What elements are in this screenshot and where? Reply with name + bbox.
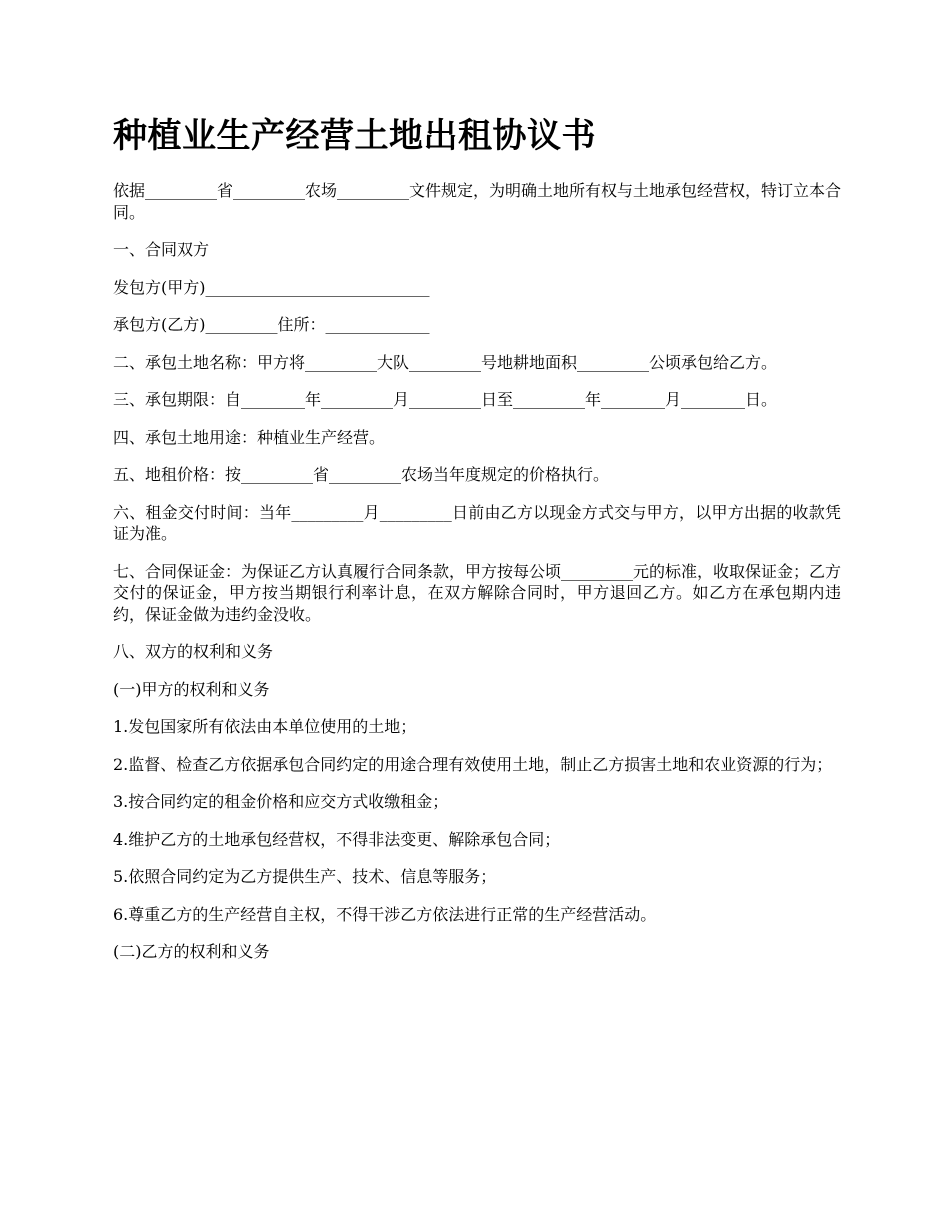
clause-payment-time: 六、租金交付时间：当年_________月_________日前由乙方以现金方式交与甲方，以甲方出据的收款凭证为准。 (113, 502, 841, 543)
subsection-heading-party-b: (二)乙方的权利和义务 (113, 942, 270, 961)
clause-rent-price: 五、地租价格：按_________省_________农场当年度规定的价格执行。 (113, 465, 610, 484)
party-a-line: 发包方(甲方)____________________________ (113, 277, 430, 297)
clause-term: 三、承包期限：自________年_________月_________日至_________年________月________日。 (113, 390, 778, 409)
section-heading-parties: 一、合同双方 (113, 240, 210, 259)
list-item: 2.监督、检查乙方依据承包合同约定的用途合理有效使用土地，制止乙方损害土地和农业资源的行为； (113, 754, 833, 774)
party-b-line: 承包方(乙方)_________住所：_____________ (113, 315, 430, 334)
subsection-heading-party-a: (一)甲方的权利和义务 (113, 679, 270, 699)
list-item: 6.尊重乙方的生产经营自主权，不得干涉乙方依法进行正常的生产经营活动。 (113, 904, 657, 924)
list-item: 4.维护乙方的土地承包经营权，不得非法变更、解除承包合同； (113, 829, 561, 849)
paragraph-intro: 依据_________省_________农场_________文件规定，为明确土地所有权与土地承包经营权，特订立本合同。 (113, 181, 842, 222)
document-title: 种植业生产经营土地出租协议书 (113, 116, 596, 156)
list-item: 3.按合同约定的租金价格和应交方式收缴租金； (113, 792, 449, 811)
clause-deposit: 七、合同保证金：为保证乙方认真履行合同条款，甲方按每公顷_________元的标准，收取保证金；乙方交付的保证金，甲方按当期银行利率计息，在双方解除合同时，甲方退回乙方。如乙方在承包期内违约，保证金做为违约金没收。 (113, 561, 842, 624)
document-body (113, 180, 841, 979)
section-heading-rights: 八、双方的权利和义务 (113, 642, 274, 661)
clause-land-name: 二、承包土地名称：甲方将_________大队_________号地耕地面积_________公顷承包给乙方。 (113, 352, 778, 372)
clause-land-use: 四、承包土地用途：种植业生产经营。 (113, 427, 386, 447)
list-item: 1.发包国家所有依法由本单位使用的土地； (113, 717, 417, 736)
list-item: 5.依照合同约定为乙方提供生产、技术、信息等服务； (113, 867, 497, 886)
